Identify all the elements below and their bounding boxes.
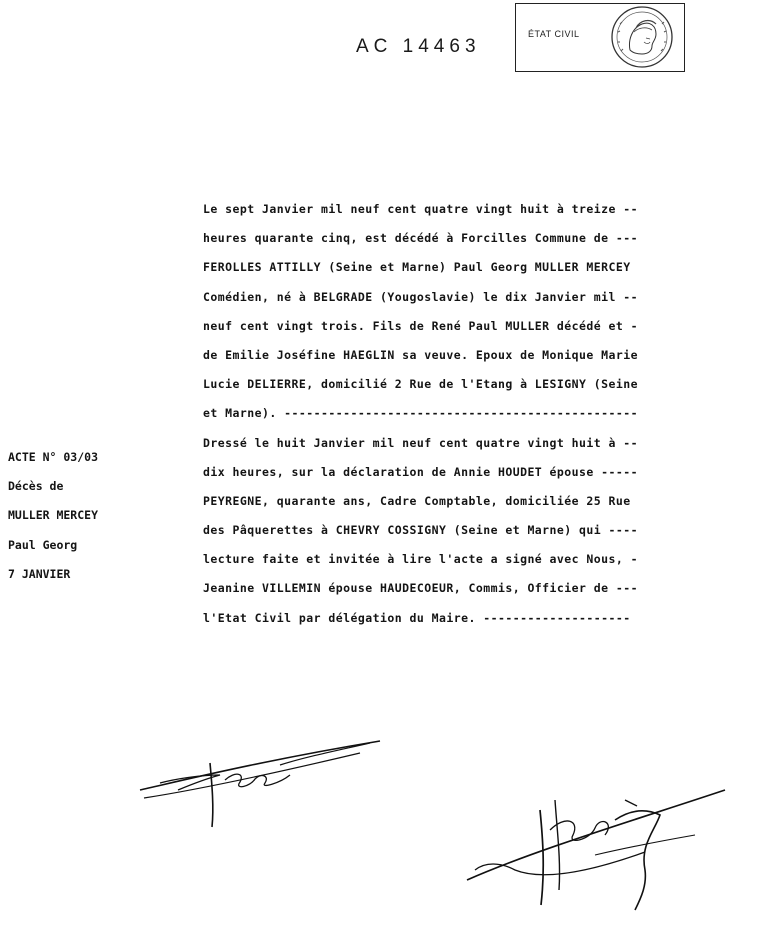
record-line: PEYREGNE, quarante ans, Cadre Comptable, domiciliée 25 Rue: [203, 493, 631, 508]
record-line: de Emilie Joséfine HAEGLIN sa veuve. Epoux de Monique Marie: [203, 347, 639, 362]
record-line: heures quarante cinq, est décédé à Forcilles Commune de ---: [203, 231, 639, 246]
record-line: et Marne). ------------------------------------------------: [203, 406, 639, 421]
marianne-seal-icon: [606, 4, 678, 70]
etat-civil-stamp: [515, 3, 685, 72]
officer-signature: [455, 770, 735, 920]
record-line: dix heures, sur la déclaration de Annie HOUDET épouse -----: [203, 464, 639, 479]
declarant-signature: [130, 735, 400, 840]
margin-act-type: Décès de: [8, 479, 64, 494]
record-line: lecture faite et invitée à lire l'acte a signé avec Nous, -: [203, 552, 639, 567]
record-line: Dressé le huit Janvier mil neuf cent quatre vingt huit à --: [203, 435, 639, 450]
reference-number: AC 14463: [356, 36, 481, 57]
record-line: Jeanine VILLEMIN épouse HAUDECOEUR, Commis, Officier de ---: [203, 581, 639, 596]
record-line: des Pâquerettes à CHEVRY COSSIGNY (Seine et Marne) qui ----: [203, 523, 639, 538]
margin-annotation: [8, 443, 98, 589]
record-line: neuf cent vingt trois. Fils de René Paul MULLER décédé et -: [203, 318, 639, 333]
record-line: Le sept Janvier mil neuf cent quatre vingt huit à treize --: [203, 202, 639, 216]
record-line: Lucie DELIERRE, domicilié 2 Rue de l'Etang à LESIGNY (Seine: [203, 377, 639, 392]
death-record-text: [203, 195, 763, 633]
stamp-label: ÉTAT CIVIL: [528, 29, 580, 39]
record-line: l'Etat Civil par délégation du Maire. --------------------: [203, 610, 631, 625]
margin-given-names: Paul Georg: [8, 537, 78, 552]
margin-surname: MULLER MERCEY: [8, 508, 99, 523]
record-line: FEROLLES ATTILLY (Seine et Marne) Paul Georg MULLER MERCEY: [203, 260, 631, 275]
record-line: Comédien, né à BELGRADE (Yougoslavie) le dix Janvier mil --: [203, 289, 639, 304]
margin-act-number: ACTE N° 03/03: [8, 450, 99, 464]
margin-date: 7 JANVIER: [8, 566, 71, 581]
